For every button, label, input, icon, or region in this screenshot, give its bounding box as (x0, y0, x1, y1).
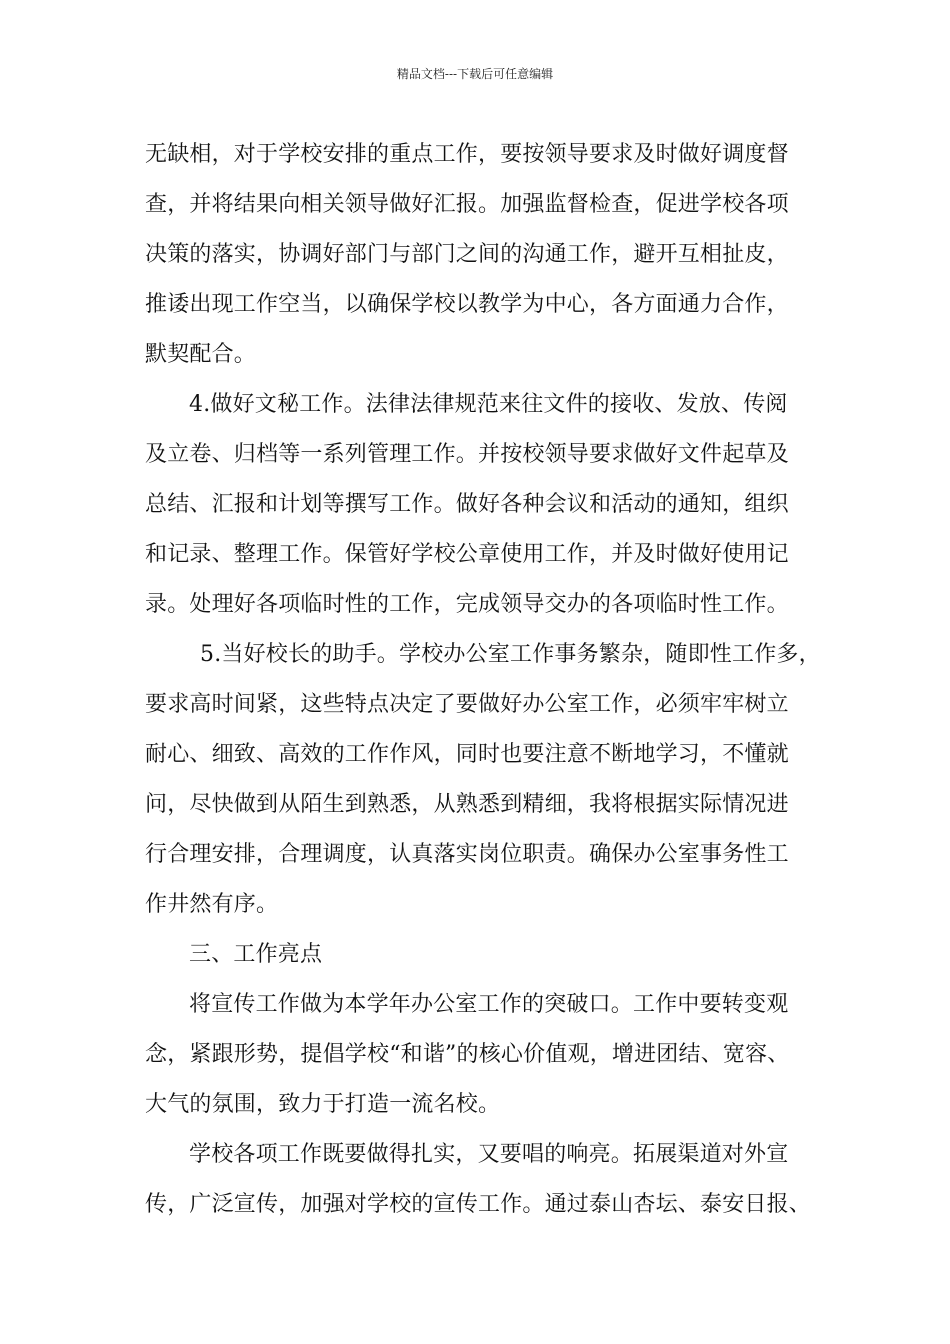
section-heading: 三、工作亮点 (189, 942, 323, 967)
text-line: 录。处理好各项临时性的工作，完成领导交办的各项临时性工作。 (145, 592, 789, 617)
text-line: 决策的落实，协调好部门与部门之间的沟通工作，避开互相扯皮， (145, 242, 789, 267)
text-line: 及立卷、归档等一系列管理工作。并按校领导要求做好文件起草及 (145, 442, 789, 467)
text-line: 默契配合。 (145, 342, 257, 367)
text-line: 念，紧跟形势，提倡学校“和谐”的核心价值观，增进团结、宽容、 (145, 1042, 790, 1067)
text-line: 总结、汇报和计划等撰写工作。做好各种会议和活动的通知，组织 (145, 492, 789, 517)
text-line: 大气的氛围，致力于打造一流名校。 (145, 1092, 501, 1117)
text-line: 耐心、细致、高效的工作作风，同时也要注意不断地学习，不懂就 (145, 742, 789, 767)
text-line: 无缺相，对于学校安排的重点工作，要按领导要求及时做好调度督 (145, 142, 789, 167)
document-body (145, 130, 825, 1230)
text-line: 传，广泛宣传，加强对学校的宣传工作。通过泰山杏坛、泰安日报、 (145, 1192, 812, 1217)
numbered-item-4: 4.做好文秘工作。法律法律规范来往文件的接收、发放、传阅 (189, 392, 788, 417)
text-line: 作井然有序。 (145, 892, 279, 917)
text-line: 推诿出现工作空当，以确保学校以教学为中心，各方面通力合作， (145, 292, 789, 317)
text-line: 要求高时间紧，这些特点决定了要做好办公室工作，必须牢牢树立 (145, 692, 789, 717)
text-line: 和记录、整理工作。保管好学校公章使用工作，并及时做好使用记 (145, 542, 789, 567)
text-line: 查，并将结果向相关领导做好汇报。加强监督检查，促进学校各项 (145, 192, 789, 217)
numbered-item-5: 5.当好校长的助手。学校办公室工作事务繁杂，随即性工作多， (200, 642, 821, 667)
text-line: 学校各项工作既要做得扎实，又要唱的响亮。拓展渠道对外宣 (189, 1142, 789, 1167)
page-header: 精品文档---下载后可任意编辑 (396, 67, 554, 81)
text-line: 行合理安排，合理调度，认真落实岗位职责。确保办公室事务性工 (145, 842, 789, 867)
text-line: 将宣传工作做为本学年办公室工作的突破口。工作中要转变观 (189, 992, 789, 1017)
text-line: 问，尽快做到从陌生到熟悉，从熟悉到精细，我将根据实际情况进 (145, 792, 789, 817)
